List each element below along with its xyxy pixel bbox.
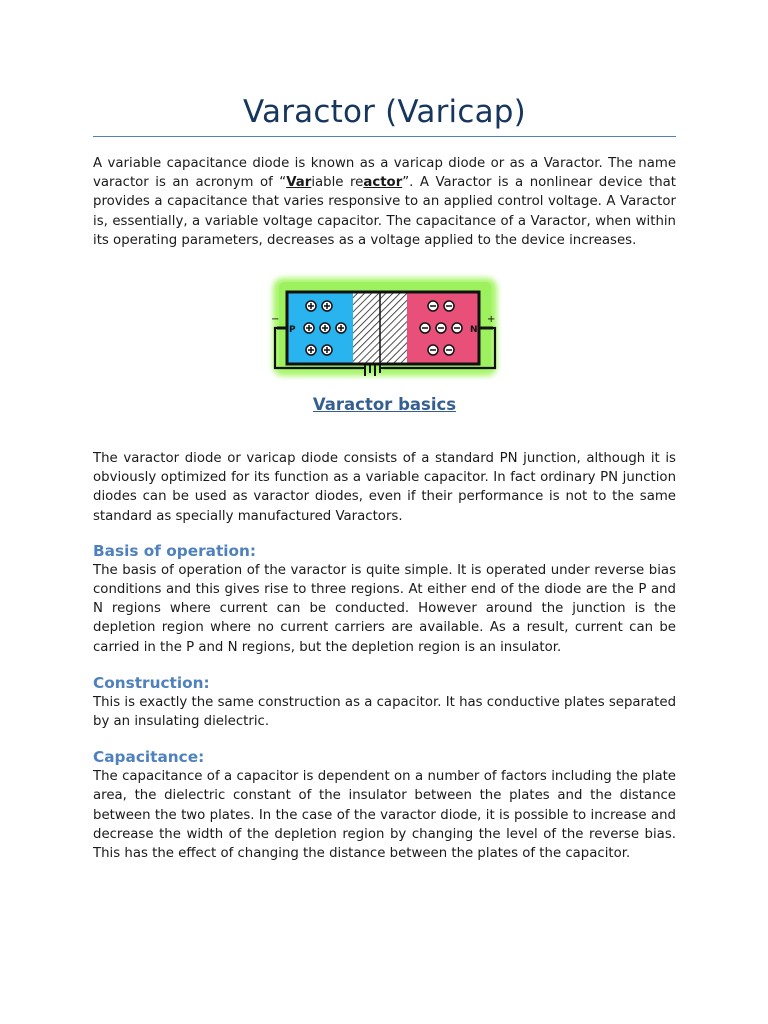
- intro-text-2: iable re: [311, 175, 364, 191]
- hole-charge: [304, 323, 314, 333]
- section-heading-construction: Construction:: [93, 673, 210, 692]
- hole-charge: [336, 323, 346, 333]
- section-heading-operation: Basis of operation:: [93, 541, 257, 560]
- section-heading-capacitance: Capacitance:: [93, 748, 205, 767]
- basics-paragraph: The varactor diode or varicap diode consists of a standard PN junction, although it is obviously optimized for its function as a variable capacitor. In fact ordinary PN junction diodes can be used as varactor diodes, even if their performance is not to the same standard as specially manufactured Varactors.: [93, 451, 676, 524]
- acronym-actor: actor: [363, 175, 403, 191]
- hole-charge: [320, 323, 330, 333]
- varactor-diagram: [265, 272, 505, 380]
- varactor-basics-heading: Varactor basics: [312, 395, 457, 415]
- hole-charge: [322, 345, 332, 355]
- section-text-capacitance: The capacitance of a capacitor is dependent on a number of factors including the plate area, the dielectric constant of the insulator between the plates and the distance between the two plates. In the case of the varactor diode, it is possible to increase and decrease the width of the depletion region by changing the level of the reverse bias. This has the effect of changing the distance between the plates of the capacitor.: [93, 769, 676, 862]
- p-label: P: [288, 325, 296, 336]
- electron-charge: [444, 345, 454, 355]
- electron-charge: [428, 301, 438, 311]
- terminal-minus: −: [270, 314, 279, 326]
- intro-text-1: A variable capacitance diode is known as a varicap diode or as a Varactor. The name varactor is an acronym of “: [93, 156, 676, 191]
- title-underline: [93, 136, 676, 137]
- acronym-var: Var: [286, 175, 312, 191]
- electron-charge: [444, 301, 454, 311]
- intro-paragraph: [93, 154, 676, 250]
- section-text-operation: The basis of operation of the varactor is quite simple. It is operated under reverse bias conditions and this gives rise to three regions. At either end of the diode are the P and N regions where current can be conducted. However around the junction is the depletion region where no current carriers are available. As a result, current can be carried in the P and N regions, but the depletion region is an insulator.: [93, 562, 676, 655]
- intro-text-3: ”. A Varactor is a nonlinear device that provides a capacitance that varies responsive to an applied control voltage. A Varactor is, essentially, a variable voltage capacitor. The capacitance of a Varactor, when within its operating parameters, decreases as a voltage applied to the device increases.: [93, 175, 676, 248]
- electron-charge: [452, 323, 462, 333]
- hole-charge: [322, 301, 332, 311]
- n-label: N: [469, 325, 478, 336]
- hole-charge: [306, 301, 316, 311]
- section-text-construction: This is exactly the same construction as a capacitor. It has conductive plates separated by an insulating dielectric.: [93, 694, 677, 730]
- hole-charge: [306, 345, 316, 355]
- document-page: [93, 0, 676, 863]
- electron-charge: [436, 323, 446, 333]
- electron-charge: [428, 345, 438, 355]
- document-title: Varactor (Varicap): [243, 94, 526, 130]
- terminal-plus: +: [486, 314, 495, 326]
- electron-charge: [420, 323, 430, 333]
